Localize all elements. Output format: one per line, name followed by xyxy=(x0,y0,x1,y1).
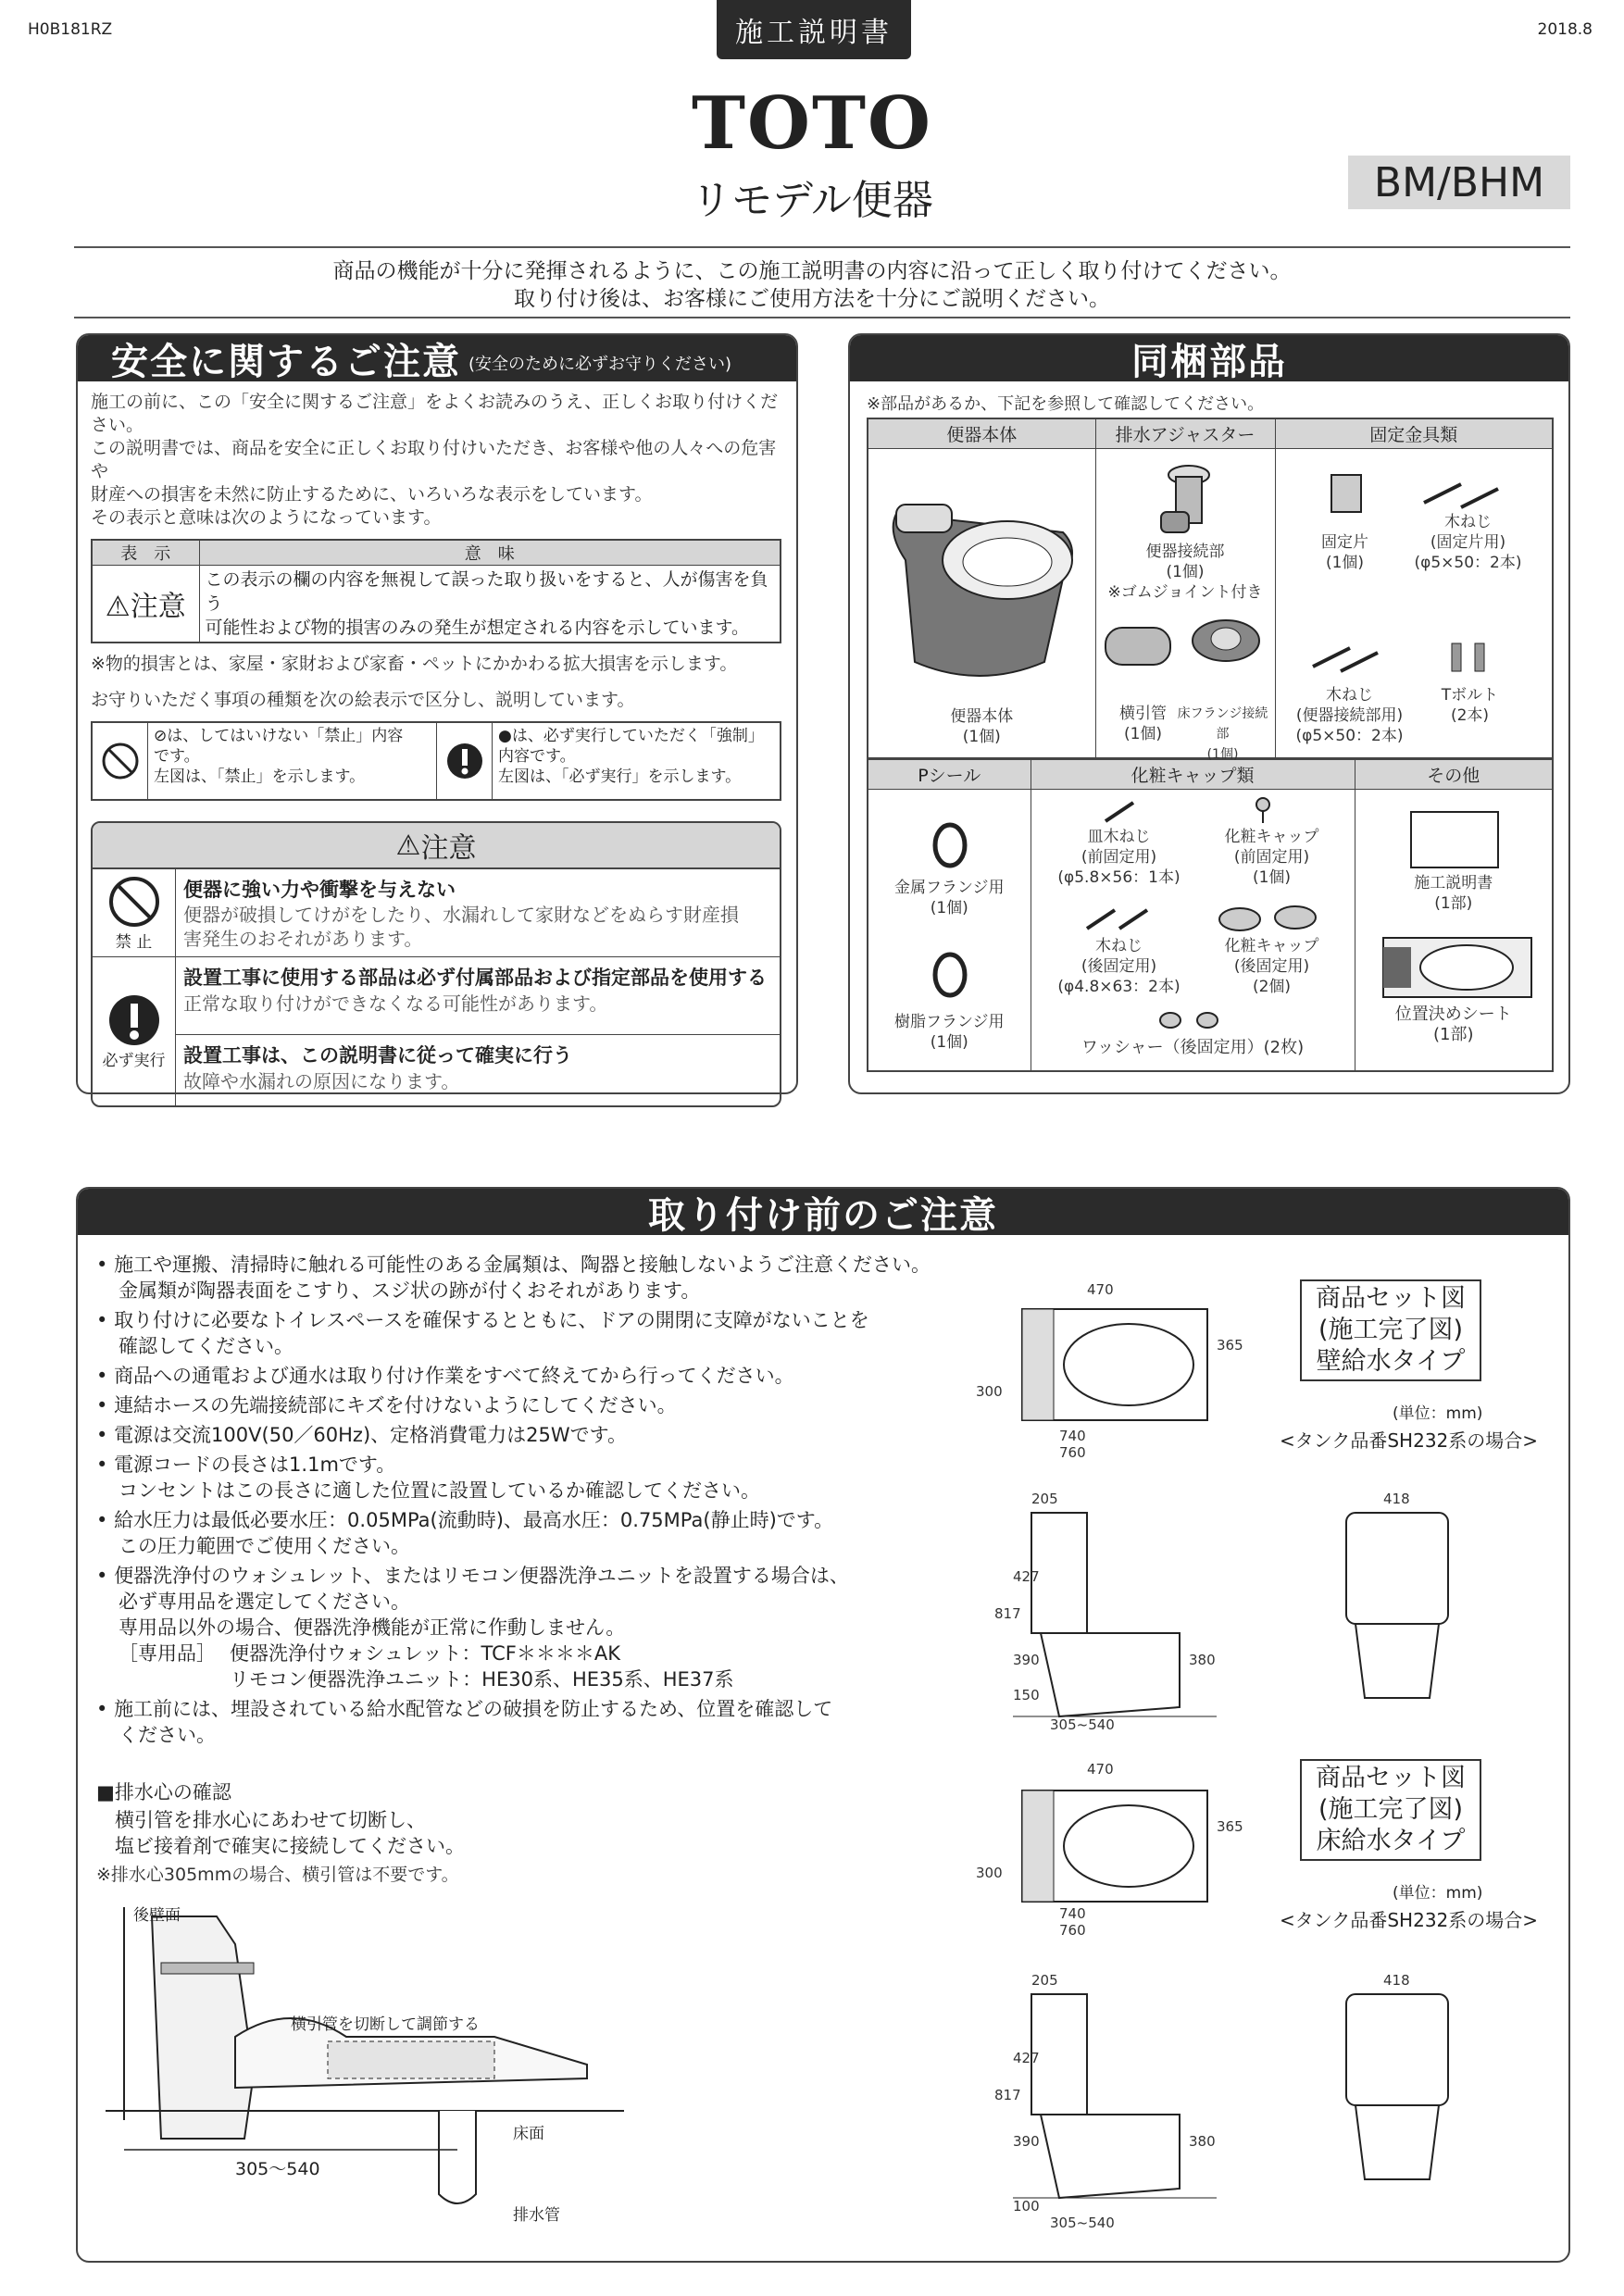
mandatory-line: は、必ず実行していただく「強制」 xyxy=(511,727,764,745)
parts-panel xyxy=(848,333,1570,1094)
mandatory-desc xyxy=(493,723,780,799)
bullet-line: この圧力範囲でご使用ください。 xyxy=(119,1535,410,1557)
other-cell xyxy=(1355,790,1553,1071)
safety-intro xyxy=(91,391,783,530)
floor-label: 床面 xyxy=(513,2125,544,2143)
plan-view-wall xyxy=(1004,1281,1254,1448)
dim-365: 365 xyxy=(1217,1818,1243,1835)
caution-item-head: 設置工事は、この説明書に従って確実に行う xyxy=(183,1044,572,1067)
bullet-line: コンセントはこの長さに適した位置に設置しているか確認してください。 xyxy=(119,1479,760,1502)
part-line: 木ねじ xyxy=(1444,512,1492,531)
washer-illustration xyxy=(1031,1006,1355,1034)
dim-range: 305~540 xyxy=(1050,1716,1115,1733)
bullet-line: 便器洗浄付のウォシュレット、またはリモコン便器洗浄ユニットを設置する場合は、 xyxy=(114,1565,849,1587)
parts-title-bar xyxy=(850,335,1568,381)
prohibit-icon xyxy=(101,742,140,780)
caution-header xyxy=(93,823,780,869)
resin-flange-label xyxy=(868,1012,1031,1053)
dim-427: 427 xyxy=(1013,1568,1040,1585)
doc-date: 2018.8 xyxy=(1537,20,1593,39)
col-bowl: 便器本体 xyxy=(868,418,1095,448)
caution-item-head: 便器に強い力や衝撃を与えない xyxy=(183,879,456,901)
rear-screw-cap-illustration xyxy=(1031,899,1355,936)
divider xyxy=(74,317,1570,318)
dish-screw-label xyxy=(1041,827,1198,888)
safety-title: 安全に関するご注意 xyxy=(111,340,461,383)
part-line: (前固定用) xyxy=(1233,848,1310,867)
caution-item-content xyxy=(176,869,780,956)
prohibit-small-icon: ⊘ xyxy=(154,727,168,745)
bullet-line: 電源コードの長さは1.1mです。 xyxy=(114,1454,396,1476)
dim-740: 740 xyxy=(1059,1905,1086,1922)
screw1-label xyxy=(1387,512,1550,573)
part-line: (φ5.8×56：1本) xyxy=(1057,868,1181,887)
screw2-label xyxy=(1276,685,1424,746)
prohibit-label: 禁 止 xyxy=(115,932,153,952)
part-line: 便器接続部 xyxy=(1145,542,1225,561)
dim-760: 760 xyxy=(1059,1922,1086,1939)
table-head-meaning: 意 味 xyxy=(199,540,781,566)
mandatory-line: 内容です。 xyxy=(498,747,576,766)
part-line: (1部) xyxy=(1434,894,1473,913)
dim-380: 380 xyxy=(1189,1652,1216,1668)
back-wall-label: 後壁面 xyxy=(133,1906,181,1925)
dim-740: 740 xyxy=(1059,1428,1086,1444)
set-label-floor xyxy=(1300,1759,1481,1861)
intro-line: 取り付け後は、お客様にご使用方法を十分にご説明ください。 xyxy=(514,287,1110,311)
part-line: 木ねじ xyxy=(1095,937,1143,955)
col-pseal: Pシール xyxy=(868,760,1031,790)
set-line: 床給水タイプ xyxy=(1316,1827,1466,1855)
pipe-and-flange-illustration xyxy=(1096,611,1272,685)
manual-label xyxy=(1355,873,1553,914)
dim-418: 418 xyxy=(1383,1491,1410,1507)
part-line: ※ゴムジョイント付き xyxy=(1107,582,1263,602)
bullet-line: 必ず専用品を選定してください。 xyxy=(119,1591,410,1613)
bullet-item: • 商品への通電および通水は取り付け作業をすべて終えてから行ってください。 xyxy=(96,1365,794,1387)
bullet-item: • 施工や運搬、清掃時に触れる可能性のある金属類は、陶器と接触しないようご注意ください。 金属類が陶器表面をこすり、スジ状の跡が付くおそれがあります。 xyxy=(96,1252,985,1304)
meaning-line: この表示の欄の内容を無視して誤った取り扱いをすると、人が傷害を負う xyxy=(205,569,768,614)
doc-type-banner: 施工説明書 xyxy=(717,0,911,59)
manual-sheet-icon xyxy=(1355,808,1554,873)
part-line: 皿木ねじ xyxy=(1087,828,1151,846)
range-label: 305～540 xyxy=(235,2159,320,2179)
set-label-wall xyxy=(1300,1279,1481,1381)
bullet-item: • 給水圧力は最低必要水圧：0.05MPa(流動時)、最高水圧：0.75MPa(静止時)です。 この圧力範囲でご使用ください。 xyxy=(96,1507,985,1559)
metal-ring-icon xyxy=(868,817,1031,873)
parts-title: 同梱部品 xyxy=(1131,340,1287,383)
prohibit-line: は、してはいけない「禁止」内容 xyxy=(167,727,404,745)
model-badge: BM/BHM xyxy=(1348,156,1570,209)
dim-100: 100 xyxy=(1013,2198,1040,2215)
bullet-line: 取り付けに必要なトイレスペースを確保するとともに、ドアの開閉に支障がないことを xyxy=(114,1309,869,1331)
part-line: (1部) xyxy=(1433,1025,1474,1044)
bullet-item: • 便器洗浄付のウォシュレット、またはリモコン便器洗浄ユニットを設置する場合は、 必ず専用品を選定してください。 専用品以外の場合、便器洗浄機能が正常に作動しません。 xyxy=(96,1563,985,1641)
adjuster-cell xyxy=(1095,448,1275,762)
prohibit-cell xyxy=(93,869,176,956)
toilet-bowl-illustration xyxy=(868,477,1094,708)
fixing-cell xyxy=(1275,448,1553,758)
caution-item-body: 故障や水漏れの原因になります。 xyxy=(183,1070,460,1092)
position-sheet-illustration xyxy=(1355,929,1554,1003)
bullet-line: 施工や運搬、清掃時に触れる可能性のある金属類は、陶器と接触しないようご注意ください。 xyxy=(114,1254,931,1276)
part-line: 木ねじ xyxy=(1326,685,1373,705)
bullet-item: • 電源コードの長さは1.1mです。 コンセントはこの長さに適した位置に設置しているか確認してください。 xyxy=(96,1452,985,1504)
part-line: Tボルト xyxy=(1441,685,1499,705)
safety-line: 施工の前に、この「安全に関するご注意」をよくお読みのうえ、正しくお取り付けください。 xyxy=(91,392,779,435)
washer-label: ワッシャー（後固定用）(2枚) xyxy=(1081,1038,1305,1057)
dim-817: 817 xyxy=(994,2087,1021,2103)
safety-title-bar xyxy=(78,335,796,381)
bullet-line: 商品への通電および通水は取り付け作業をすべて終えてから行ってください。 xyxy=(114,1365,794,1387)
intro-line: 商品の機能が十分に発揮されるように、この施工説明書の内容に沿って正しく取り付けてください。 xyxy=(332,259,1292,283)
dim-418: 418 xyxy=(1383,1972,1410,1989)
screw-cap-illustration xyxy=(1031,792,1355,829)
front-cap-label xyxy=(1198,827,1346,888)
drain-title: ■排水心の確認 xyxy=(96,1781,231,1803)
bullet-line: 施工前には、埋設されている給水配管などの破損を防止するため、位置を確認して xyxy=(114,1698,833,1720)
rear-cap-label xyxy=(1198,936,1346,997)
drain-pipe-label: 排水管 xyxy=(513,2206,560,2225)
before-panel xyxy=(76,1187,1570,2263)
prohibit-symbol xyxy=(93,723,148,799)
drain-line: 横引管を排水心にあわせて切断し、 xyxy=(115,1809,426,1831)
drain-illustration xyxy=(106,1889,624,2231)
dim-470: 470 xyxy=(1087,1761,1114,1778)
caution-title: 注意 xyxy=(420,832,477,865)
caution-box xyxy=(91,821,781,1107)
plan-view-floor xyxy=(1004,1763,1254,1929)
unit-note: (単位：mm) xyxy=(1393,1404,1483,1423)
symbol-legend xyxy=(91,721,781,801)
position-sheet-label xyxy=(1355,1004,1553,1045)
dim-390: 390 xyxy=(1013,2133,1040,2150)
tank-note: <タンク品番SH232系の場合> xyxy=(1280,1909,1539,1931)
special-label: ［専用品］ xyxy=(119,1642,216,1665)
dim-365: 365 xyxy=(1217,1337,1243,1354)
property-note: ※物的損害とは、家屋・家財および家畜・ペットにかかわる拡大損害を示します。 xyxy=(91,654,738,674)
metal-flange-label xyxy=(868,878,1031,918)
part-line: (φ5×50：2本) xyxy=(1414,553,1522,572)
table-head-label: 表 示 xyxy=(92,540,199,566)
part-line: 床フランジ接続部 xyxy=(1177,705,1268,742)
mandatory-small-icon: ● xyxy=(498,727,512,745)
set-line: 壁給水タイプ xyxy=(1316,1347,1466,1376)
brand-logo: TOTO xyxy=(692,81,932,166)
part-line: (固定片用) xyxy=(1430,532,1506,552)
fixing-label xyxy=(1304,532,1387,573)
caps-cell xyxy=(1031,790,1355,1071)
caution-meaning-cell xyxy=(199,566,781,643)
dim-300: 300 xyxy=(976,1383,1003,1400)
dim-817: 817 xyxy=(994,1605,1021,1622)
parts-grid-bottom xyxy=(867,759,1554,1072)
bullet-line: 確認してください。 xyxy=(119,1335,294,1357)
caution-item-body: 正常な取り付けができなくなる可能性があります。 xyxy=(183,992,608,1015)
front-view-floor xyxy=(1309,1966,1494,2207)
prohibit-desc xyxy=(148,723,437,799)
dim-205: 205 xyxy=(1031,1972,1058,1989)
before-bullets xyxy=(96,1252,985,1748)
mandatory-cell xyxy=(93,957,176,1105)
part-line: 固定片 xyxy=(1321,532,1368,552)
floor-flange-label xyxy=(1172,704,1274,765)
warning-triangle-icon: ⚠ xyxy=(395,829,421,862)
part-line: (1個) xyxy=(962,727,1001,746)
tbolt-label xyxy=(1424,685,1517,726)
side-view-floor xyxy=(1004,1966,1217,2226)
meaning-line: 可能性および物的損害のみの発生が想定される内容を示しています。 xyxy=(205,618,749,638)
part-line: (φ5×50：2本) xyxy=(1295,726,1404,745)
rear-screw-label xyxy=(1041,936,1198,997)
part-line: (1個) xyxy=(930,1033,968,1052)
front-view-wall xyxy=(1309,1485,1494,1726)
part-line: (1個) xyxy=(1325,553,1365,572)
resin-ring-icon xyxy=(868,947,1031,1003)
safety-line: 財産への損害を未然に防止するために、いろいろな表示をしています。 xyxy=(91,484,653,505)
caution-label-cell xyxy=(92,566,199,643)
dim-390: 390 xyxy=(1013,1652,1040,1668)
part-line: 施工説明書 xyxy=(1414,874,1493,892)
caution-item-content xyxy=(176,957,780,1035)
parts-note: ※部品があるか、下記を参照して確認してください。 xyxy=(867,394,1265,414)
safety-subtitle: (安全のために必ずお守りください) xyxy=(468,355,732,374)
before-title: 取り付け前のご注意 xyxy=(648,1193,998,1237)
dim-760: 760 xyxy=(1059,1444,1086,1461)
part-line: (1個) xyxy=(930,899,968,917)
part-line: (2本) xyxy=(1450,705,1490,725)
caution-item-body: 便器が破損してけがをしたり、水漏れして家財などをぬらす財産損 xyxy=(183,904,739,926)
part-line: (後固定用) xyxy=(1233,957,1310,976)
divider xyxy=(74,246,1570,248)
before-title-bar xyxy=(78,1189,1568,1235)
warning-triangle-icon: ⚠ xyxy=(105,591,131,623)
part-line: (φ4.8×63：2本) xyxy=(1057,978,1181,996)
safety-line: その表示と意味は次のようになっています。 xyxy=(91,507,442,528)
bullet-item: • 電源は交流100V(50／60Hz)、定格消費電力は25Wです。 xyxy=(96,1424,627,1446)
part-line: 樹脂フランジ用 xyxy=(893,1013,1005,1031)
caution-item-content xyxy=(176,1035,780,1105)
bullet-line: 金属類が陶器表面をこすり、スジ状の跡が付くおそれがあります。 xyxy=(119,1279,701,1302)
part-line: (1個) xyxy=(1206,746,1239,762)
bullet-line: 電源は交流100V(50／60Hz)、定格消費電力は25Wです。 xyxy=(114,1424,627,1446)
prohibit-line: です。 xyxy=(154,747,200,766)
dim-380: 380 xyxy=(1189,2133,1216,2150)
caution-items-mandatory xyxy=(176,957,780,1105)
part-line: (前固定用) xyxy=(1081,848,1157,867)
part-line: 便器本体 xyxy=(950,706,1014,726)
part-line: 化粧キャップ xyxy=(1224,937,1319,955)
unit-note: (単位：mm) xyxy=(1393,1884,1483,1903)
dim-150: 150 xyxy=(1013,1687,1040,1703)
dim-205: 205 xyxy=(1031,1491,1058,1507)
part-line: 横引管 xyxy=(1119,704,1167,723)
parts-grid-top xyxy=(867,418,1554,762)
cut-label: 横引管を切断して調節する xyxy=(291,2015,480,2034)
col-adjuster: 排水アジャスター xyxy=(1095,418,1275,448)
bullet-item: • 施工前には、埋設されている給水配管などの破損を防止するため、位置を確認して ください。 xyxy=(96,1696,985,1748)
product-name: リモデル便器 xyxy=(691,177,933,224)
exclamation-icon xyxy=(107,993,161,1047)
label-meaning-table xyxy=(91,539,781,643)
bullet-line: ください。 xyxy=(119,1724,216,1746)
part-line: 位置決めシート xyxy=(1394,1004,1512,1024)
pseal-cell xyxy=(868,790,1031,1071)
part-line: (後固定用) xyxy=(1081,957,1157,976)
caution-item-mandatory xyxy=(93,957,780,1105)
set-line: 商品セット図 xyxy=(1316,1284,1466,1313)
bullet-line: 給水圧力は最低必要水圧：0.05MPa(流動時)、最高水圧：0.75MPa(静止時)です。 xyxy=(114,1509,834,1531)
bowl-cell xyxy=(868,448,1095,758)
part-line: 金属フランジ用 xyxy=(893,879,1005,897)
mandatory-symbol xyxy=(437,723,493,799)
drain-note: ※排水心305mmの場合、横引管は不要です。 xyxy=(96,1865,459,1885)
bowl-label xyxy=(868,706,1095,747)
mandatory-label: 必ず実行 xyxy=(102,1051,166,1070)
special-line: 便器洗浄付ウォシュレット：TCF＊＊＊＊AK xyxy=(230,1642,621,1665)
safety-panel xyxy=(76,333,798,1094)
special-products xyxy=(96,1641,985,1692)
symbol-note: お守りいただく事項の種類を次の絵表示で区分し、説明しています。 xyxy=(91,690,635,710)
part-line: (1個) xyxy=(1166,562,1205,581)
dim-range: 305~540 xyxy=(1050,2215,1115,2231)
screw-and-bolt-illustration xyxy=(1276,630,1550,685)
dim-470: 470 xyxy=(1087,1281,1114,1298)
doc-code: H0B181RZ xyxy=(28,20,113,39)
caution-label: 注意 xyxy=(130,591,186,623)
dim-427: 427 xyxy=(1013,2050,1040,2066)
safety-line: この説明書では、商品を安全に正しくお取り付けいただき、お客様や他の人々への危害や xyxy=(91,438,777,481)
bullet-line: 専用品以外の場合、便器洗浄機能が正常に作動しません。 xyxy=(119,1616,626,1639)
bullet-line: 連結ホースの先端接続部にキズを付けないようにしてください。 xyxy=(114,1394,677,1416)
mandatory-line: 左図は、「必ず実行」を示します。 xyxy=(498,767,742,786)
col-other: その他 xyxy=(1355,760,1553,790)
part-line: 化粧キャップ xyxy=(1224,828,1319,846)
caution-item-head: 設置工事に使用する部品は必ず付属部品および指定部品を使用する xyxy=(183,967,767,989)
tank-note: <タンク品番SH232系の場合> xyxy=(1280,1429,1539,1452)
drain-text xyxy=(115,1807,465,1859)
side-view-wall xyxy=(1004,1485,1217,1744)
exclamation-icon xyxy=(445,742,484,780)
part-line: (1個) xyxy=(1252,868,1292,887)
set-line: 商品セット図 xyxy=(1316,1764,1466,1792)
set-line: (施工完了図) xyxy=(1318,1316,1464,1344)
connector-illustration xyxy=(1096,456,1272,540)
dim-300: 300 xyxy=(976,1865,1003,1881)
prohibit-line: 左図は、「禁止」を示します。 xyxy=(154,767,366,786)
connector-label xyxy=(1096,542,1275,603)
special-line: リモコン便器洗浄ユニット：HE30系、HE35系、HE37系 xyxy=(230,1668,734,1691)
col-caps: 化粧キャップ類 xyxy=(1031,760,1355,790)
part-line: (便器接続部用) xyxy=(1295,705,1404,725)
caution-item-prohibit xyxy=(93,869,780,957)
col-fixing: 固定金具類 xyxy=(1275,418,1553,448)
prohibit-icon xyxy=(107,875,161,929)
set-line: (施工完了図) xyxy=(1318,1795,1464,1824)
part-line: (2個) xyxy=(1252,978,1292,996)
caution-item-body: 害発生のおそれがあります。 xyxy=(183,928,423,950)
drain-line: 塩ビ接着剤で確実に接続してください。 xyxy=(115,1835,465,1857)
part-line: (1個) xyxy=(1123,724,1163,743)
intro-text xyxy=(0,257,1624,313)
bullet-item: • 連結ホースの先端接続部にキズを付けないようにしてください。 xyxy=(96,1394,677,1416)
bullet-item: • 取り付けに必要なトイレスペースを確保するとともに、ドアの開閉に支障がないことを 確認してください。 xyxy=(96,1307,985,1359)
